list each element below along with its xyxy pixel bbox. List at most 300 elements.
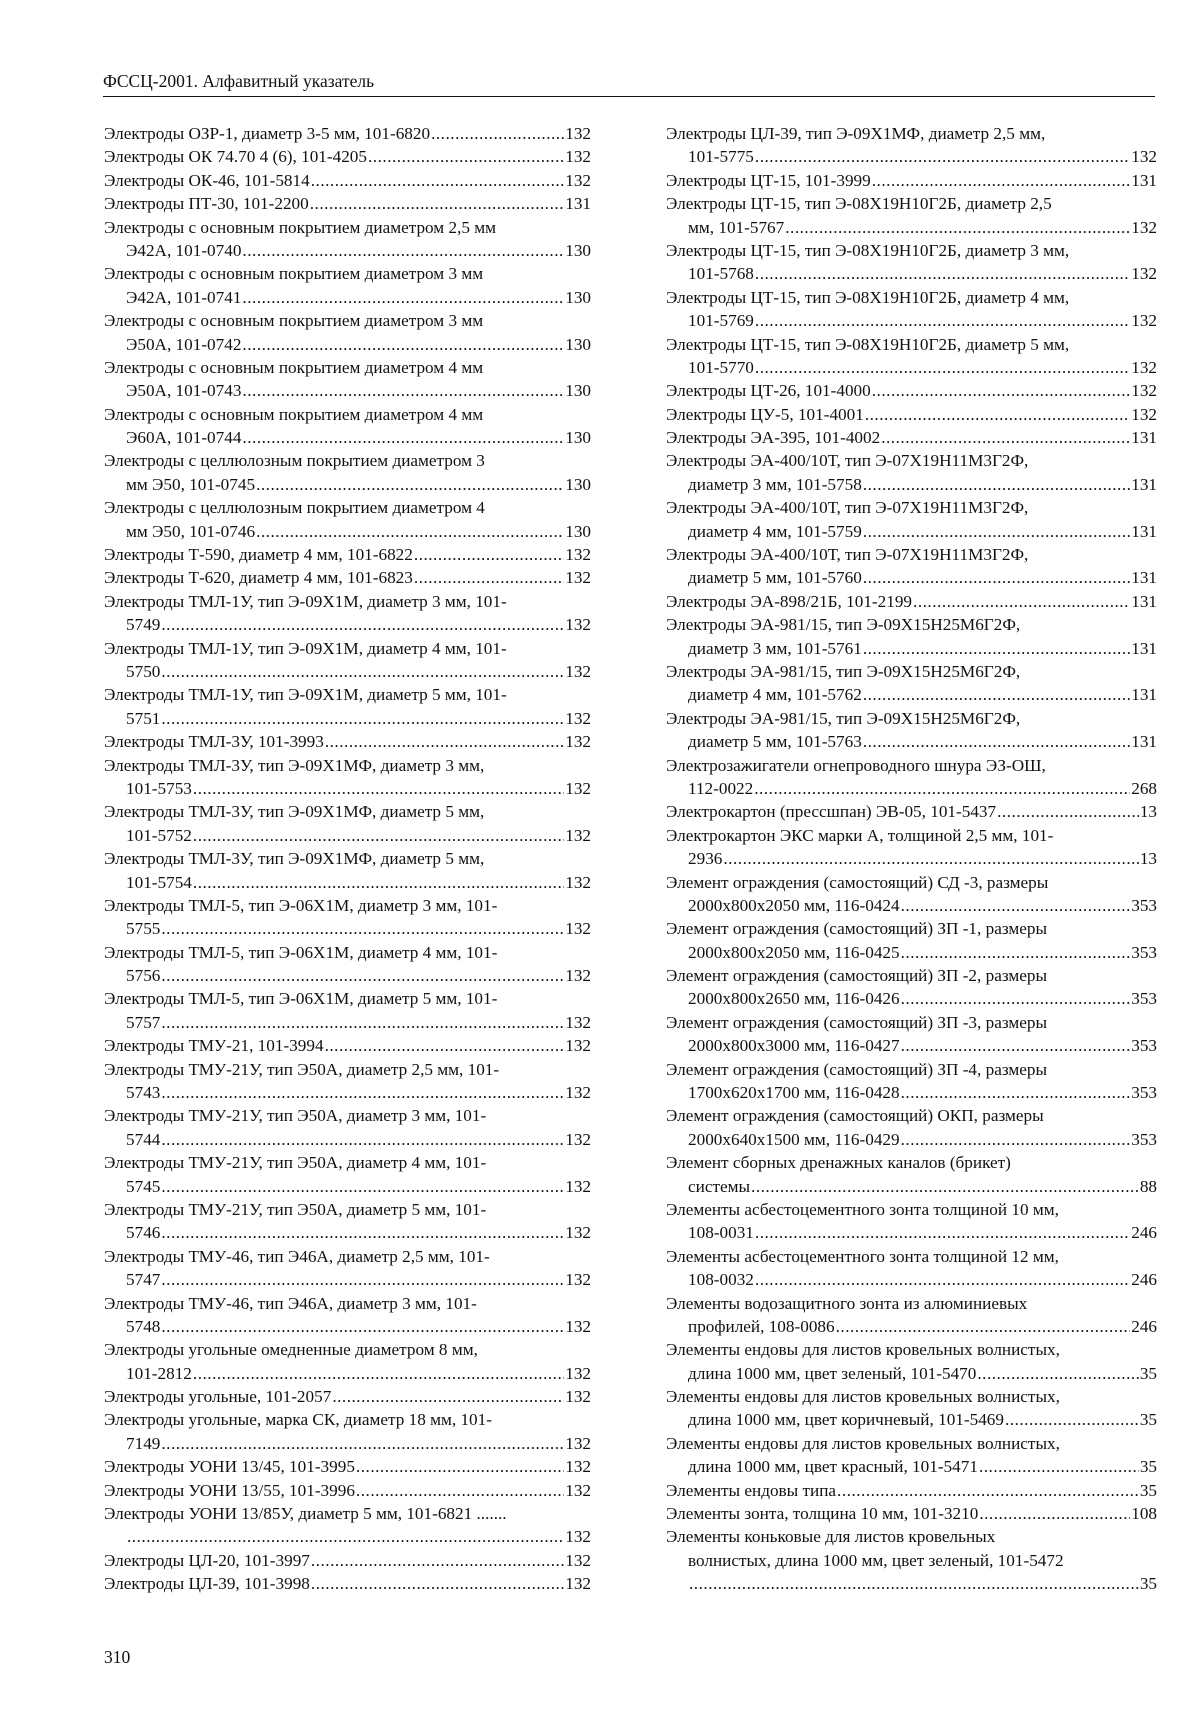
entry-continuation-line — [666, 1455, 1157, 1478]
entry-continuation-line — [666, 683, 1157, 706]
dot-leader — [161, 1268, 564, 1291]
entry-title-line — [104, 1408, 591, 1431]
entry-continuation-line — [666, 1175, 1157, 1198]
dot-leader — [755, 309, 1130, 332]
entry-page-ref: 353 — [1131, 942, 1157, 962]
entry-title-line — [104, 1479, 591, 1502]
dot-leader — [368, 145, 564, 168]
index-column-left — [104, 122, 591, 1596]
entry-page-ref: 132 — [1131, 404, 1157, 424]
entry-text: Электроды Т-590, диаметр 4 мм, 101-6822 — [104, 545, 413, 565]
index-entry — [104, 1455, 591, 1478]
entry-text: Э42А, 101-0740 — [126, 240, 242, 260]
entry-title-line — [104, 145, 591, 168]
entry-text: Электроды ЦТ-15, тип Э-08Х19Н10Г2Б, диаметр 4 мм, — [666, 287, 1070, 307]
entry-page-ref: 246 — [1131, 1270, 1157, 1290]
entry-title-line — [104, 590, 591, 613]
entry-title-line — [104, 1058, 591, 1081]
entry-title-line — [104, 1034, 591, 1057]
entry-text: Электроды ЭА-981/15, тип Э-09Х15Н25М6Г2Ф, — [666, 661, 1021, 681]
entry-title-line — [666, 800, 1157, 823]
entry-continuation-line — [666, 847, 1157, 870]
entry-page-ref: 108 — [1131, 1504, 1157, 1524]
index-entry — [104, 496, 591, 543]
index-entry — [104, 800, 591, 847]
dot-leader — [755, 356, 1130, 379]
index-entry — [104, 1058, 591, 1105]
entry-continuation-line — [666, 941, 1157, 964]
index-entry — [666, 964, 1157, 1011]
entry-text: 2000х800х3000 мм, 116-0427 — [688, 1036, 900, 1056]
entry-text: Электроды ЭА-898/21Б, 101-2199 — [666, 591, 913, 611]
entry-title-line — [666, 286, 1157, 309]
entry-continuation-line — [666, 520, 1157, 543]
entry-text: мм, 101-5767 — [688, 217, 785, 237]
index-entry — [666, 496, 1157, 543]
entry-title-line — [104, 987, 591, 1010]
entry-text: Элементы асбестоцементного зонта толщиной 12 мм, — [666, 1246, 1059, 1266]
entry-continuation-line — [104, 520, 591, 543]
entry-text: Электроды ОЗР-1, диаметр 3-5 мм, 101-6820 — [104, 124, 431, 143]
entry-page-ref: 353 — [1131, 1129, 1157, 1149]
entry-text: Элементы водозащитного зонта из алюминиевых — [666, 1293, 1028, 1313]
entry-page-ref: 132 — [565, 732, 591, 752]
index-entry — [104, 590, 591, 637]
index-entry — [666, 613, 1157, 660]
entry-title-line — [104, 754, 591, 777]
entry-text: Электроды ТМЛ-1У, тип Э-09Х1М, диаметр 3 мм, 101- — [104, 591, 507, 611]
index-entry — [104, 1338, 591, 1385]
entry-title-line — [104, 1292, 591, 1315]
dot-leader — [242, 379, 564, 402]
entry-text: длина 1000 мм, цвет зеленый, 101-5470 — [688, 1363, 977, 1383]
entry-text: диаметр 5 мм, 101-5760 — [688, 568, 862, 588]
index-entry — [104, 1408, 591, 1455]
entry-title-line — [666, 871, 1157, 894]
index-entry — [104, 169, 591, 192]
entry-text: 101-5753 — [126, 778, 192, 798]
dot-leader — [881, 426, 1130, 449]
index-entry — [104, 1245, 591, 1292]
entry-text: Электрокартон (прессшпан) ЭВ-05, 101-5437 — [666, 802, 997, 822]
entry-continuation-line — [666, 1128, 1157, 1151]
index-entry — [666, 1151, 1157, 1198]
index-entry — [666, 122, 1157, 169]
dot-leader — [913, 590, 1130, 613]
entry-text: 2000х800х2050 мм, 116-0424 — [688, 895, 900, 915]
entry-text: Элементы зонта, толщина 10 мм, 101-3210 — [666, 1504, 979, 1524]
entry-page-ref: 353 — [1131, 1083, 1157, 1103]
index-entry — [666, 1058, 1157, 1105]
dot-leader — [161, 917, 564, 940]
index-entry — [666, 1338, 1157, 1385]
entry-page-ref: 132 — [565, 124, 591, 143]
index-entry — [104, 1479, 591, 1502]
dot-leader — [979, 1502, 1130, 1525]
entry-text: Электроды ТМУ-21У, тип Э50А, диаметр 2,5 мм, 101- — [104, 1059, 500, 1079]
dot-leader — [723, 847, 1138, 870]
entry-text: диаметр 4 мм, 101-5762 — [688, 685, 862, 705]
entry-page-ref: 246 — [1131, 1223, 1157, 1243]
entry-title-line — [104, 262, 591, 285]
index-entry — [104, 1572, 591, 1595]
entry-continuation-line — [666, 987, 1157, 1010]
dot-leader — [161, 707, 564, 730]
dot-leader — [865, 403, 1130, 426]
entry-text: Элемент ограждения (самостоящий) ОКП, размеры — [666, 1106, 1044, 1126]
entry-title-line — [104, 1502, 591, 1525]
dot-leader — [979, 1455, 1139, 1478]
entry-page-ref: 132 — [1131, 264, 1157, 284]
entry-text: 101-5775 — [688, 147, 754, 167]
index-entry — [666, 239, 1157, 286]
entry-page-ref: 268 — [1131, 778, 1157, 798]
entry-continuation-line — [104, 613, 591, 636]
dot-leader — [310, 192, 564, 215]
dot-leader — [193, 777, 564, 800]
entry-title-line — [104, 847, 591, 870]
entry-text: Элементы ендовы для листов кровельных волнистых, — [666, 1433, 1060, 1453]
index-entry — [104, 730, 591, 753]
dot-leader — [161, 1432, 564, 1455]
entry-continuation-line — [104, 660, 591, 683]
running-header: ФССЦ-2001. Алфавитный указатель — [103, 70, 1155, 97]
entry-title-line — [666, 192, 1157, 215]
entry-page-ref: 131 — [1131, 732, 1157, 752]
entry-text: профилей, 108-0086 — [688, 1316, 835, 1336]
entry-title-line — [104, 1245, 591, 1268]
entry-page-ref: 131 — [565, 194, 591, 214]
entry-text: Электроды ТМЛ-3У, тип Э-09Х1МФ, диаметр 5 мм, — [104, 849, 485, 869]
dot-leader — [872, 379, 1130, 402]
entry-text: Электроды ОК-46, 101-5814 — [104, 170, 310, 190]
entry-text: 5749 — [126, 615, 161, 635]
index-entry — [666, 1245, 1157, 1292]
entry-text: Электроды ЭА-400/10Т, тип Э-07Х19Н11М3Г2Ф, — [666, 498, 1029, 518]
entry-page-ref: 13 — [1139, 849, 1157, 869]
dot-leader — [161, 1081, 564, 1104]
entry-text: Электроды ЭА-981/15, тип Э-09Х15Н25М6Г2Ф, — [666, 615, 1021, 635]
entry-page-ref: 132 — [565, 568, 591, 588]
index-entry — [666, 449, 1157, 496]
entry-continuation-line — [666, 777, 1157, 800]
dot-leader — [901, 894, 1131, 917]
entry-page-ref: 132 — [565, 661, 591, 681]
entry-title-line — [666, 239, 1157, 262]
index-column-right — [666, 122, 1157, 1596]
index-entry — [666, 286, 1157, 333]
entry-title-line — [666, 1058, 1157, 1081]
entry-continuation-line — [104, 824, 591, 847]
entry-text: Электроды ПТ-30, 101-2200 — [104, 194, 309, 214]
entry-continuation-line — [666, 894, 1157, 917]
dot-leader — [256, 473, 564, 496]
index-entry — [104, 847, 591, 894]
entry-title-line — [104, 1572, 591, 1595]
dot-leader — [325, 730, 564, 753]
index-entry — [104, 262, 591, 309]
entry-page-ref: 132 — [565, 1012, 591, 1032]
entry-page-ref: 132 — [565, 919, 591, 939]
entry-continuation-line — [104, 379, 591, 402]
entry-continuation-line — [666, 1268, 1157, 1291]
dot-leader — [755, 1268, 1130, 1291]
entry-continuation-line — [666, 216, 1157, 239]
entry-text: Элемент сборных дренажных каналов (брикет) — [666, 1153, 1011, 1173]
entry-text: Электроды ТМУ-21У, тип Э50А, диаметр 3 мм, 101- — [104, 1106, 487, 1126]
dot-leader — [837, 1479, 1139, 1502]
entry-text: Элемент ограждения (самостоящий) ЗП -4, размеры — [666, 1059, 1048, 1079]
dot-leader — [242, 286, 564, 309]
entry-title-line — [104, 683, 591, 706]
entry-page-ref: 132 — [565, 1457, 591, 1477]
entry-continuation-line — [104, 426, 591, 449]
index-entry — [104, 309, 591, 356]
entry-continuation-line — [666, 145, 1157, 168]
entry-text: 101-5769 — [688, 311, 754, 331]
entry-text: 5744 — [126, 1129, 161, 1149]
dot-leader — [161, 1128, 564, 1151]
entry-text: 5747 — [126, 1270, 161, 1290]
entry-text: 108-0032 — [688, 1270, 754, 1290]
index-entry — [104, 637, 591, 684]
entry-page-ref: 130 — [565, 428, 591, 448]
entry-title-line — [666, 613, 1157, 636]
entry-page-ref: 130 — [565, 474, 591, 494]
entry-title-line — [666, 1011, 1157, 1034]
entry-title-line — [104, 309, 591, 332]
entry-title-line — [104, 403, 591, 426]
dot-leader — [193, 1362, 564, 1385]
entry-page-ref: 132 — [1131, 147, 1157, 167]
dot-leader — [356, 1479, 564, 1502]
entry-text: 5755 — [126, 919, 161, 939]
index-entry — [104, 356, 591, 403]
entry-continuation-line — [104, 964, 591, 987]
entry-page-ref: 132 — [1131, 357, 1157, 377]
dot-leader — [689, 1572, 1139, 1595]
dot-leader — [901, 941, 1131, 964]
entry-text: Электроды ЦЛ-39, тип Э-09Х1МФ, диаметр 2,5 мм, — [666, 124, 1046, 143]
index-entry — [666, 1011, 1157, 1058]
entry-continuation-line — [666, 566, 1157, 589]
entry-page-ref: 132 — [565, 872, 591, 892]
index-entry — [666, 660, 1157, 707]
entry-text: Электроды ТМЛ-1У, тип Э-09Х1М, диаметр 4 мм, 101- — [104, 638, 507, 658]
entry-text: Электроды Т-620, диаметр 4 мм, 101-6823 — [104, 568, 413, 588]
dot-leader — [311, 1549, 564, 1572]
entry-text: 2000х640х1500 мм, 116-0429 — [688, 1129, 900, 1149]
entry-continuation-line — [104, 1081, 591, 1104]
entry-text: мм Э50, 101-0745 — [126, 474, 256, 494]
dot-leader — [161, 1175, 564, 1198]
entry-text: Электроды ЦЛ-20, 101-3997 — [104, 1550, 310, 1570]
entry-title-line — [666, 496, 1157, 519]
entry-text: 112-0022 — [688, 778, 754, 798]
entry-page-ref: 130 — [565, 381, 591, 401]
entry-continuation-line — [104, 1432, 591, 1455]
entry-title-line — [104, 637, 591, 660]
index-entry — [666, 917, 1157, 964]
index-entry — [104, 122, 591, 145]
entry-text: 5746 — [126, 1223, 161, 1243]
entry-text: Элементы асбестоцементного зонта толщиной 10 мм, — [666, 1199, 1059, 1219]
entry-title-line — [666, 403, 1157, 426]
dot-leader — [311, 169, 565, 192]
index-entry — [104, 1198, 591, 1245]
entry-page-ref: 132 — [1131, 311, 1157, 331]
dot-leader — [863, 637, 1130, 660]
entry-text: Электроды ТМУ-21У, тип Э50А, диаметр 4 мм, 101- — [104, 1153, 487, 1173]
entry-continuation-line — [104, 1315, 591, 1338]
entry-text: Электроды с основным покрытием диаметром 3 мм — [104, 264, 484, 284]
index-entry — [666, 426, 1157, 449]
dot-leader — [755, 145, 1130, 168]
entry-title-line — [666, 660, 1157, 683]
dot-leader — [161, 1315, 564, 1338]
index-entry — [104, 1104, 591, 1151]
entry-page-ref: 132 — [565, 545, 591, 565]
entry-continuation-line — [666, 356, 1157, 379]
index-entry — [666, 169, 1157, 192]
entry-text: 101-5770 — [688, 357, 754, 377]
entry-text: диаметр 3 мм, 101-5758 — [688, 474, 862, 494]
entry-page-ref: 132 — [565, 1223, 591, 1243]
entry-text: 5757 — [126, 1012, 161, 1032]
index-entry — [666, 707, 1157, 754]
entry-page-ref: 13 — [1139, 802, 1157, 822]
entry-text: Электроды ТМЛ-1У, тип Э-09Х1М, диаметр 5 мм, 101- — [104, 685, 507, 705]
entry-text: Электроды ТМЛ-3У, тип Э-09Х1МФ, диаметр 5 мм, — [104, 802, 485, 822]
entry-page-ref: 132 — [565, 1176, 591, 1196]
dot-leader — [193, 824, 564, 847]
index-entry — [666, 800, 1157, 823]
entry-title-line — [104, 730, 591, 753]
entry-text: Элемент ограждения (самостоящий) ЗП -1, размеры — [666, 919, 1048, 939]
entry-text: Электроды УОНИ 13/55, 101-3996 — [104, 1480, 355, 1500]
entry-title-line — [104, 1104, 591, 1127]
entry-text: Электроды ЦТ-15, тип Э-08Х19Н10Г2Б, диаметр 2,5 — [666, 194, 1052, 214]
entry-continuation-line — [666, 1315, 1157, 1338]
entry-continuation-line — [104, 1011, 591, 1034]
index-entry — [666, 754, 1157, 801]
entry-title-line — [666, 590, 1157, 613]
entry-page-ref: 131 — [1131, 568, 1157, 588]
index-entry — [104, 987, 591, 1034]
entry-text: Электроды с основным покрытием диаметром 4 мм — [104, 357, 484, 377]
entry-text: Элементы ендовы для листов кровельных волнистых, — [666, 1340, 1060, 1360]
dot-leader — [161, 613, 564, 636]
entry-text: Электроды ЦТ-15, тип Э-08Х19Н10Г2Б, диаметр 5 мм, — [666, 334, 1070, 354]
entry-page-ref: 130 — [565, 240, 591, 260]
entry-text: Э42А, 101-0741 — [126, 287, 242, 307]
entry-page-ref: 131 — [1131, 638, 1157, 658]
entry-text: Электроды ЭА-981/15, тип Э-09Х15Н25М6Г2Ф, — [666, 708, 1021, 728]
entry-text: волнистых, длина 1000 мм, цвет зеленый, 101-5472 — [688, 1550, 1064, 1570]
entry-text: длина 1000 мм, цвет красный, 101-5471 — [688, 1457, 978, 1477]
entry-page-ref: 130 — [565, 287, 591, 307]
entry-title-line — [666, 1338, 1157, 1361]
entry-text: системы — [688, 1176, 751, 1196]
index-entry — [104, 1151, 591, 1198]
entry-continuation-line — [666, 1408, 1157, 1431]
index-entry — [666, 1385, 1157, 1432]
entry-text: Элементы ендовы типа — [666, 1480, 837, 1500]
entry-title-line — [104, 169, 591, 192]
entry-continuation-line — [666, 730, 1157, 753]
entry-text: 2000х800х2650 мм, 116-0426 — [688, 989, 900, 1009]
entry-page-ref: 132 — [565, 147, 591, 167]
entry-page-ref: 132 — [565, 615, 591, 635]
entry-page-ref: 132 — [1131, 381, 1157, 401]
entry-title-line — [104, 356, 591, 379]
entry-continuation-line — [104, 1221, 591, 1244]
entry-title-line — [666, 426, 1157, 449]
entry-continuation-line — [104, 1175, 591, 1198]
entry-title-line — [666, 449, 1157, 472]
dot-leader — [161, 1011, 564, 1034]
dot-leader — [863, 730, 1130, 753]
entry-text: Электроды ТМЛ-5, тип Э-06Х1М, диаметр 5 мм, 101- — [104, 989, 498, 1009]
dot-leader — [751, 1175, 1139, 1198]
entry-text: Электроды УОНИ 13/45, 101-3995 — [104, 1457, 355, 1477]
entry-page-ref: 130 — [565, 521, 591, 541]
entry-page-ref: 132 — [565, 170, 591, 190]
entry-page-ref: 131 — [1131, 428, 1157, 448]
index-entry — [666, 590, 1157, 613]
entry-title-line — [666, 1104, 1157, 1127]
entry-page-ref: 131 — [1131, 474, 1157, 494]
entry-text: 7149 — [126, 1433, 161, 1453]
dot-leader — [325, 1034, 565, 1057]
dot-leader — [785, 216, 1130, 239]
dot-leader — [901, 1081, 1131, 1104]
entry-title-line — [666, 543, 1157, 566]
dot-leader — [161, 964, 564, 987]
entry-title-line — [104, 1198, 591, 1221]
index-entry — [104, 192, 591, 215]
index-entry — [666, 1479, 1157, 1502]
entry-text: Электроды с целлюлозным покрытием диаметром 3 — [104, 451, 485, 471]
entry-text: Электрокартон ЭКС марки А, толщиной 2,5 мм, 101- — [666, 825, 1054, 845]
entry-text: 101-2812 — [126, 1363, 192, 1383]
entry-title-line — [666, 1479, 1157, 1502]
entry-text: 1700х620х1700 мм, 116-0428 — [688, 1083, 900, 1103]
index-entry — [104, 1502, 591, 1549]
entry-page-ref: 132 — [565, 1527, 591, 1547]
entry-title-line — [666, 1245, 1157, 1268]
entry-title-line — [104, 449, 591, 472]
entry-text: 5748 — [126, 1316, 161, 1336]
entry-text: Электроды УОНИ 13/85У, диаметр 5 мм, 101-6821 ....... — [104, 1504, 507, 1524]
entry-continuation-line — [104, 1362, 591, 1385]
index-entry — [666, 543, 1157, 590]
entry-page-ref: 88 — [1139, 1176, 1157, 1196]
entry-text: Электроды с основным покрытием диаметром 3 мм — [104, 311, 484, 331]
entry-continuation-line — [666, 637, 1157, 660]
entry-text: 101-5754 — [126, 872, 192, 892]
entry-text: 2000х800х2050 мм, 116-0425 — [688, 942, 900, 962]
entry-continuation-line — [666, 1081, 1157, 1104]
index-entry — [104, 1385, 591, 1408]
dot-leader — [431, 122, 564, 145]
dot-leader — [863, 566, 1130, 589]
entry-title-line — [666, 1525, 1157, 1548]
dot-leader — [242, 239, 564, 262]
entry-title-line — [104, 1549, 591, 1572]
entry-continuation-line — [104, 707, 591, 730]
entry-title-line — [666, 964, 1157, 987]
